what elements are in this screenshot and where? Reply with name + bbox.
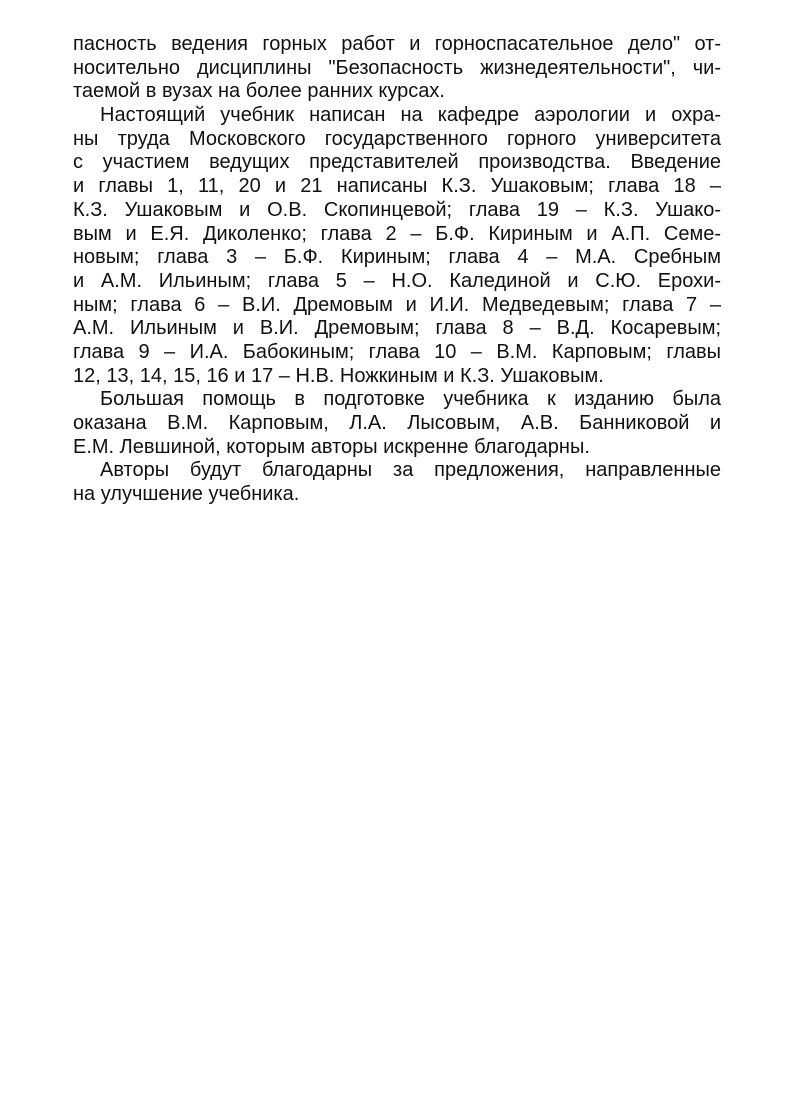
text-line: Большая помощь в подготовке учебника к изданию была [100, 388, 721, 411]
text-line: ны труда Московского государственного горного университета [73, 127, 721, 150]
text-line: вым и Е.Я. Диколенко; глава 2 – Б.Ф. Кириным и А.П. Семе- [73, 222, 721, 245]
paragraph-acknowledgements [73, 388, 721, 459]
text-line: ным; глава 6 – В.И. Дремовым и И.И. Медведевым; глава 7 – [73, 293, 721, 316]
text-line: К.З. Ушаковым и О.В. Скопинцевой; глава 19 – К.З. Ушако- [73, 198, 721, 221]
text-line: на улучшение учебника. [73, 483, 300, 506]
text-line: глава 9 – И.А. Бабокиным; глава 10 – В.М. Карповым; главы [73, 340, 721, 363]
text-line: новым; глава 3 – Б.Ф. Кириным; глава 4 – М.А. Сребным [73, 246, 721, 269]
text-line: носительно дисциплины "Безопасность жизнедеятельности", чи- [73, 56, 721, 79]
text-line: пасность ведения горных работ и горноспасательное дело" от- [73, 33, 721, 55]
paragraph-intro-continuation [73, 33, 721, 104]
text-line: таемой в вузах на более ранних курсах. [73, 80, 445, 103]
document-page [73, 33, 721, 507]
text-line: 12, 13, 14, 15, 16 и 17 – Н.В. Ножкиным и К.З. Ушаковым. [73, 364, 604, 387]
text-line: Авторы будут благодарны за предложения, направленные [100, 459, 721, 482]
text-line: с участием ведущих представителей производства. Введение [73, 151, 721, 174]
text-line: оказана В.М. Карповым, Л.А. Лысовым, А.В. Банниковой и [73, 412, 721, 434]
text-line: Е.М. Левшиной, которым авторы искренне благодарны. [73, 435, 590, 458]
paragraph-authorship [73, 104, 721, 388]
text-line: и А.М. Ильиным; глава 5 – Н.О. Калединой и С.Ю. Ерохи- [73, 269, 721, 292]
text-line: А.М. Ильиным и В.И. Дремовым; глава 8 – В.Д. Косаревым; [73, 317, 721, 340]
paragraph-feedback [73, 459, 721, 506]
text-line: Настоящий учебник написан на кафедре аэрологии и охра- [100, 104, 721, 127]
text-line: и главы 1, 11, 20 и 21 написаны К.З. Ушаковым; глава 18 – [73, 175, 721, 198]
